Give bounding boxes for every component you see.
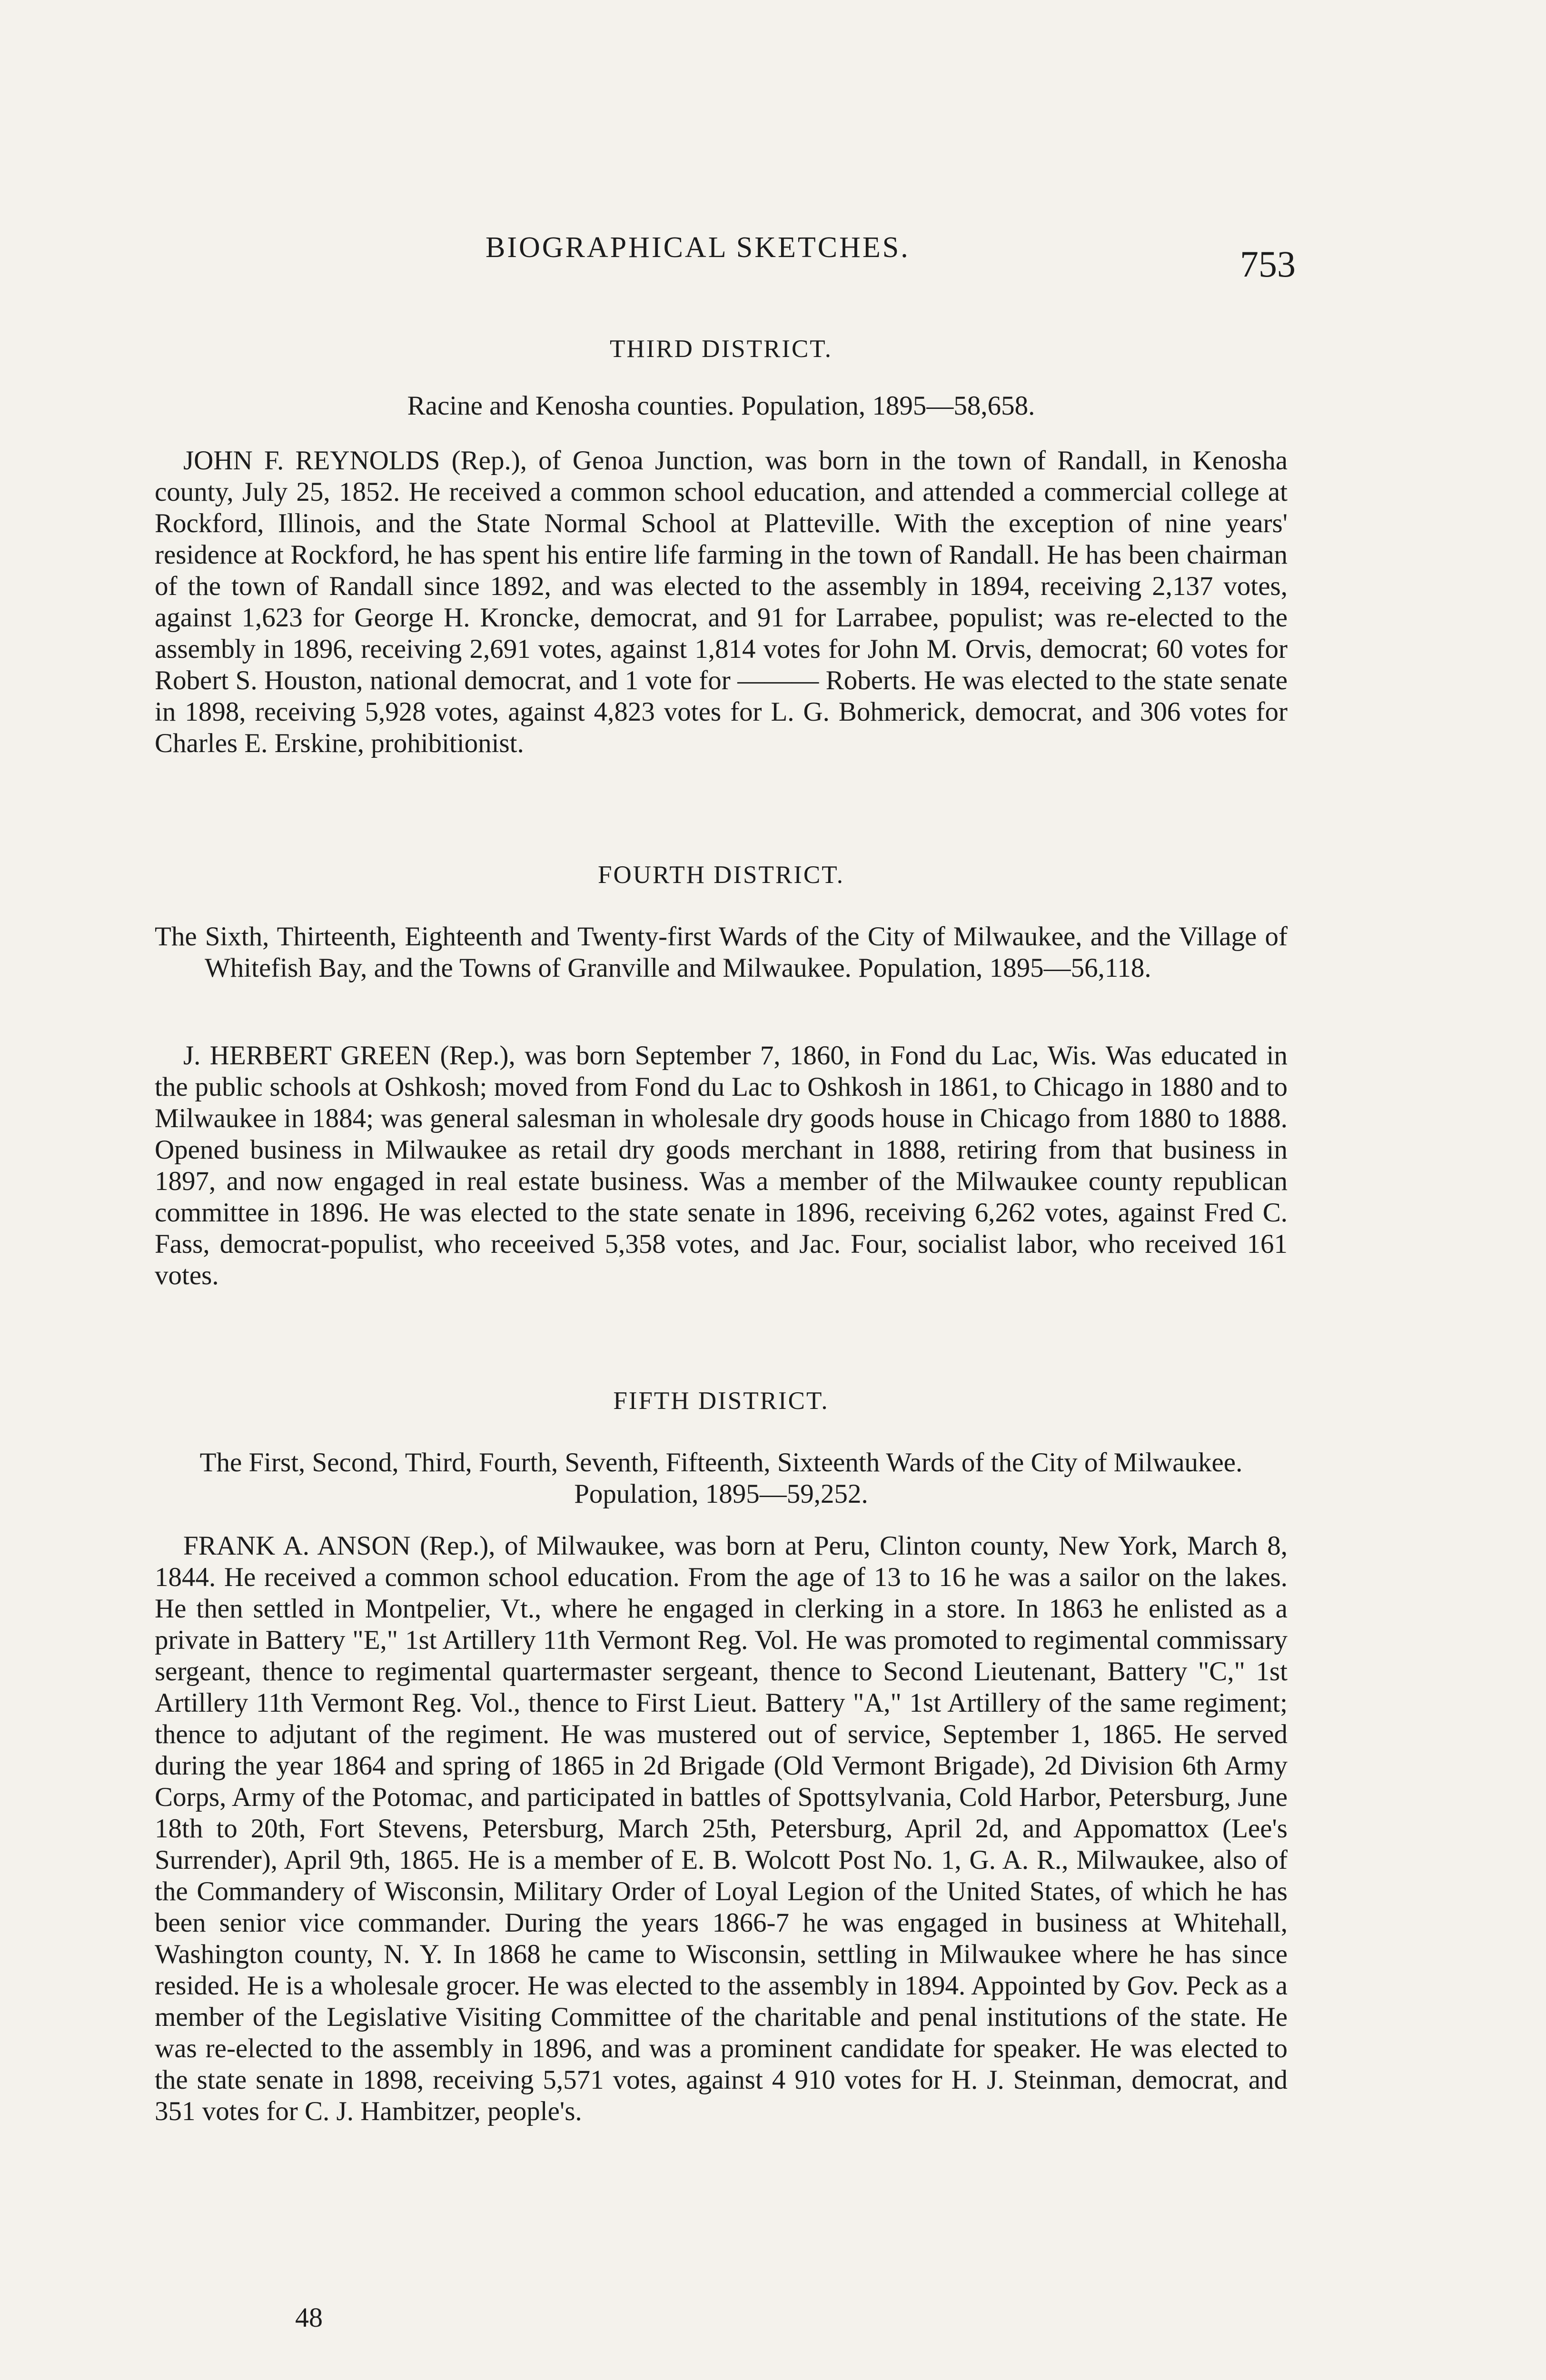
section-heading: FOURTH DISTRICT. <box>598 861 844 889</box>
section-heading: THIRD DISTRICT. <box>610 335 832 363</box>
section-body-wrap <box>155 1530 1288 2127</box>
section-fifth-district <box>155 1385 1288 1417</box>
biography-paragraph: JOHN F. REYNOLDS (Rep.), of Genoa Junction, was born in the town of Randall, in Kenosha county, July 25, 1852. He received a common school education, and attended a commercial college at Rockford, Illinois, and the State Normal School at Platteville. With the exception of nine years' residence at Rockford, he has spent his entire life farming in the town of Randall. He has been chairman of the town of Randall since 1892, and was elected to the assembly in 1894, receiving 2,137 votes, against 1,623 for George H. Kroncke, democrat, and 91 for Larrabee, populist; was re-elected to the assembly in 1896, receiving 2,691 votes, against 1,814 votes for John M. Orvis, democrat; 60 votes for Robert S. Houston, national democrat, and 1 vote for ——— Roberts. He was elected to the state senate in 1898, receiving 5,928 votes, against 4,823 votes for L. G. Bohmerick, democrat, and 306 votes for Charles E. Erskine, prohibitionist. <box>155 446 1288 758</box>
page-number: 753 <box>1240 243 1296 285</box>
section-heading: FIFTH DISTRICT. <box>613 1387 829 1415</box>
section-subhead: The First, Second, Third, Fourth, Seventh, Fifteenth, Sixteenth Wards of the City of Milwaukee. Population, 1895—59,252. <box>199 1448 1243 1509</box>
signature-mark: 48 <box>295 2302 323 2333</box>
section-third-district <box>155 333 1288 365</box>
biography-paragraph: J. HERBERT GREEN (Rep.), was born September 7, 1860, in Fond du Lac, Wis. Was educated in the public schools at Oshkosh; moved from Fond du Lac to Oshkosh in 1861, to Chicago in 1880 and to Milwaukee in 1884; was general salesman in wholesale dry goods house in Chicago from 1880 to 1888. Opened business in Milwaukee as retail dry goods merchant in 1888, retiring from that business in 1897, and now engaged in real estate business. Was a member of the Milwaukee county republican committee in 1896. He was elected to the state senate in 1896, receiving 6,262 votes, against Fred C. Fass, democrat-populist, who receeived 5,358 votes, and Jac. Four, socialist labor, who received 161 votes. <box>155 1041 1288 1290</box>
biography-paragraph: FRANK A. ANSON (Rep.), of Milwaukee, was born at Peru, Clinton county, New York, March 8, 1844. He received a common school education. From the age of 13 to 16 he was a sailor on the lakes. He then settled in Montpelier, Vt., where he engaged in clerking in a store. In 1863 he enlisted as a private in Battery "E," 1st Artillery 11th Vermont Reg. Vol. He was promoted to regimental commissary sergeant, thence to regimental quartermaster sergeant, thence to Second Lieutenant, Battery "C," 1st Artillery 11th Vermont Reg. Vol., thence to First Lieut. Battery "A," 1st Artillery of the same regiment; thence to adjutant of the regiment. He was mustered out of service, September 1, 1865. He served during the year 1864 and spring of 1865 in 2d Brigade (Old Vermont Brigade), 2d Division 6th Army Corps, Army of the Potomac, and participated in battles of Spottsylvania, Cold Harbor, Petersburg, June 18th to 20th, Fort Stevens, Petersburg, March 25th, Petersburg, April 2d, and Appomattox (Lee's Surrender), April 9th, 1865. He is a member of E. B. Wolcott Post No. 1, G. A. R., Milwaukee, also of the Commandery of Wisconsin, Military Order of Loyal Legion of the United States, of which he has been senior vice commander. During the years 1866-7 he was engaged in business at Whitehall, Washington county, N. Y. In 1868 he came to Wisconsin, settling in Milwaukee where he has since resided. He is a wholesale grocer. He was elected to the assembly in 1894. Appointed by Gov. Peck as a member of the Legislative Visiting Committee of the charitable and penal institutions of the state. He was re-elected to the assembly in 1896, and was a prominent candidate for speaker. He was elected to the state senate in 1898, receiving 5,571 votes, against 4 910 votes for H. J. Steinman, democrat, and 351 votes for C. J. Hambitzer, people's. <box>155 1531 1288 2126</box>
section-fourth-district <box>155 859 1288 891</box>
section-subhead-wrap <box>155 390 1288 422</box>
section-subhead-wrap <box>155 921 1288 984</box>
running-title: BIOGRAPHICAL SKETCHES. <box>486 231 910 264</box>
section-subhead-wrap <box>155 1447 1288 1510</box>
section-subhead: Racine and Kenosha counties. Population, 1895—58,658. <box>407 391 1035 421</box>
section-body-wrap <box>155 1040 1288 1291</box>
section-subhead: The Sixth, Thirteenth, Eighteenth and Twenty-first Wards of the City of Milwaukee, and the Village of Whitefish Bay, and the Towns of Granville and Milwaukee. Population, 1895—56,118. <box>155 922 1288 983</box>
section-body-wrap <box>155 445 1288 759</box>
